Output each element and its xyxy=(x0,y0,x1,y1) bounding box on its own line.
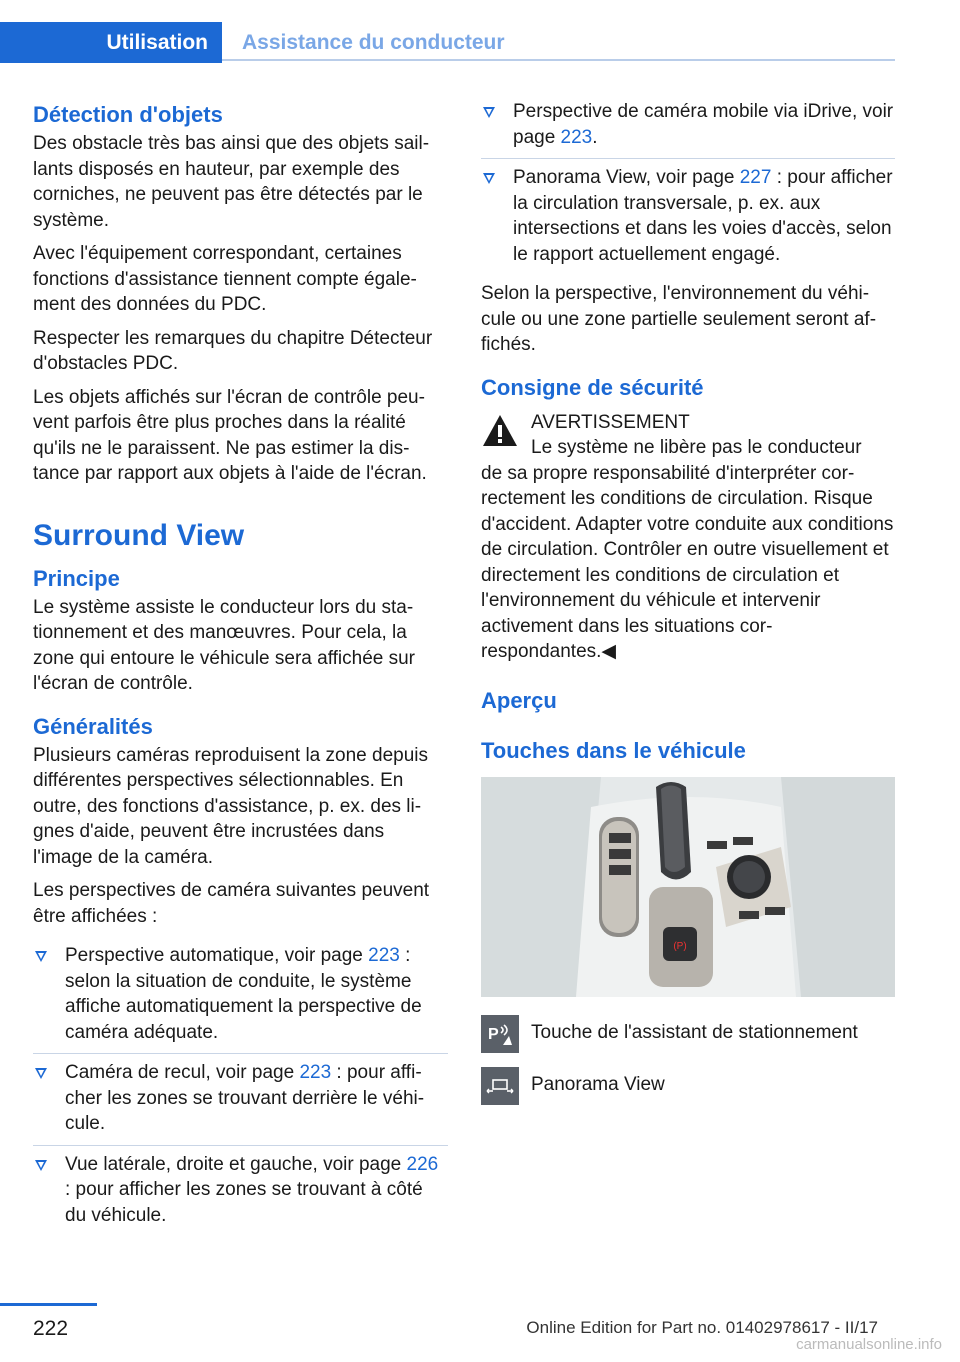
detection-paragraph: Respecter les remarques du chapitre Détecteur d'obstacles PDC. xyxy=(33,327,433,374)
perspectives-list-continued xyxy=(481,93,895,275)
panorama-view-icon xyxy=(481,1067,519,1105)
button-row xyxy=(481,1067,895,1105)
page-number: 222 xyxy=(33,1317,69,1340)
header-divider xyxy=(222,59,895,61)
bullet-triangle-icon xyxy=(35,951,47,962)
warning-block xyxy=(481,410,895,461)
bullet-triangle-icon xyxy=(483,173,495,184)
perspectives-list xyxy=(33,937,448,1236)
apercu-heading: Aperçu xyxy=(481,687,557,713)
detection-paragraph: Des obstacle très bas ainsi que des objets saillants disposés en hauteur, par exemple des corniches, ne peuvent pas être détectés par le système. xyxy=(33,133,430,231)
breadcrumb: Assistance du conducteur xyxy=(242,31,505,54)
panorama-view-label: Panorama View xyxy=(531,1073,665,1095)
bullet-triangle-icon xyxy=(483,107,495,118)
footer-accent-rule xyxy=(0,1303,97,1306)
list-item: Caméra de recul, voir page 223 : pour afficher les zones se trouvant derrière le véhicule. xyxy=(33,1054,448,1146)
detection-paragraph: Les objets affichés sur l'écran de contrôle peuvent parfois être plus proches dans la réalité qu'ils ne le paraissent. Ne pas estimer la distance par rapport aux objets à l'aide de l'écran. xyxy=(33,386,427,484)
page-link[interactable]: 223 xyxy=(368,945,400,966)
principe-heading: Principe xyxy=(33,565,120,591)
parking-assistant-icon xyxy=(481,1015,519,1053)
page-link[interactable]: 227 xyxy=(739,167,772,188)
list-item: Perspective automatique, voir page 223 : selon la situation de conduite, le système affiche automatiquement la perspective de caméra adéquate. xyxy=(33,937,448,1054)
vehicle-console-image xyxy=(481,777,895,997)
warning-text: de sa propre responsabilité d'interpréter correctement les conditions de circulation. Risque d'accident. Adapter votre conduite aux conditions de circulation. Contrôler en outre visuellement et directement les conditions de circulation et l'environnement du véhicule et intervenir activement dans les situations correspondantes.◀ xyxy=(481,462,894,662)
detection-paragraph: Avec l'équipement correspondant, certaines fonctions d'assistance tiennent compte également des données du PDC. xyxy=(33,243,417,315)
surround-view-title: Surround View xyxy=(33,518,245,552)
list-item: Vue latérale, droite et gauche, voir page 226 : pour afficher les zones se trouvant à côté du véhicule. xyxy=(33,1146,448,1237)
generalites-paragraph: Plusieurs caméras reproduisent la zone depuis différentes perspectives sélectionnables. En outre, des fonctions d'assistance, p. ex. des lignes d'aide, peuvent être incrustées dans l'image de la caméra. xyxy=(33,744,428,868)
page-link[interactable]: 223 xyxy=(299,1062,332,1083)
left-column xyxy=(33,101,448,1242)
page-link[interactable]: 223 xyxy=(560,126,593,148)
edition-info: Online Edition for Part no. 01402978617 - II/17 xyxy=(526,1318,878,1337)
section-tab: Utilisation xyxy=(0,22,222,63)
bullet-triangle-icon xyxy=(35,1068,47,1079)
list-item: Panorama View, voir page 227 : pour afficher la circulation transversale, p. ex. aux intersections et dans les voies d'accès, selon le rapport actuellement engagé. xyxy=(481,159,895,275)
watermark: carmanualsonline.info xyxy=(796,1336,942,1353)
list-item: Perspective de caméra mobile via iDrive, voir page 223. xyxy=(481,93,895,159)
svg-text:(P): (P) xyxy=(673,940,687,952)
warning-first-line: Le système ne libère pas le conducteur xyxy=(531,437,862,458)
right-column xyxy=(481,99,895,1119)
principe-text: Le système assiste le conducteur lors du stationnement et des manœuvres. Pour cela, la zone qui entoure le véhicule sera affichée sur l'écran de contrôle. xyxy=(33,596,416,694)
bullet-triangle-icon xyxy=(35,1160,47,1171)
warning-triangle-icon xyxy=(481,412,519,450)
detection-heading: Détection d'objets xyxy=(33,102,223,127)
consigne-heading: Consigne de sécurité xyxy=(481,374,704,400)
generalites-paragraph: Les perspectives de caméra suivantes peuvent être affichées : xyxy=(33,880,430,927)
warning-label: AVERTISSEMENT xyxy=(531,411,690,433)
parking-assistant-label: Touche de l'assistant de stationnement xyxy=(531,1021,858,1043)
generalites-heading: Généralités xyxy=(33,713,153,739)
perspective-text: Selon la perspective, l'environnement du véhicule ou une zone partielle seulement seront affichés. xyxy=(481,283,877,355)
page-link[interactable]: 226 xyxy=(406,1153,439,1175)
touches-heading: Touches dans le véhicule xyxy=(481,737,746,763)
button-row xyxy=(481,1015,895,1053)
svg-text:P: P xyxy=(488,1025,499,1043)
